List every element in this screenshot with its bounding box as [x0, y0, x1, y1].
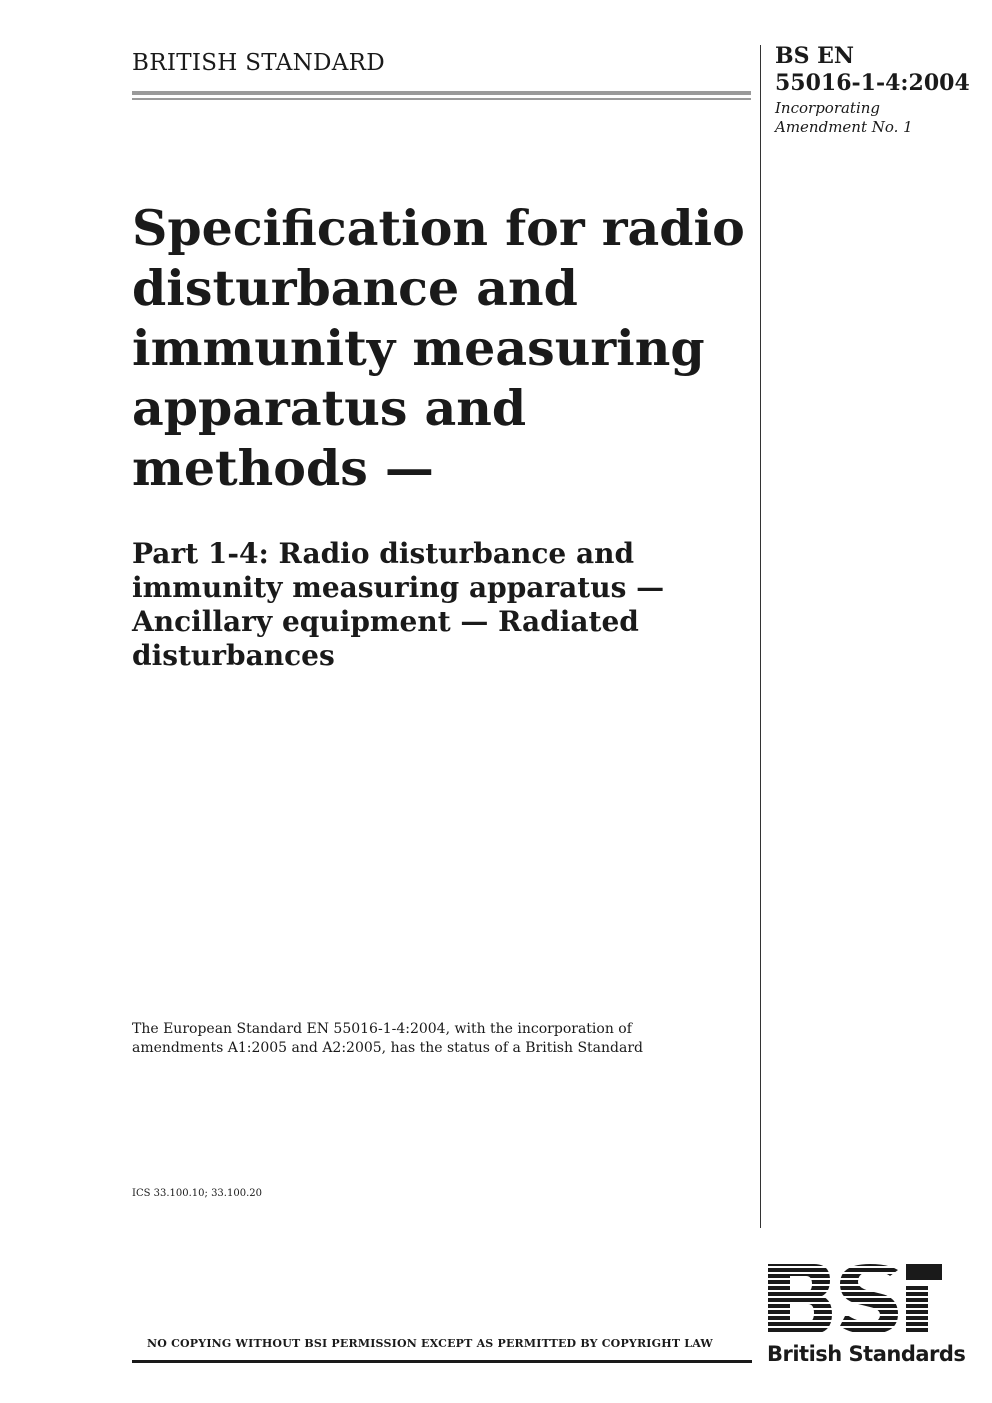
column-divider: [760, 45, 761, 1228]
title-line: Specification for radio: [132, 199, 745, 257]
ics-code: ICS 33.100.10; 33.100.20: [132, 1188, 262, 1199]
subtitle-line: Ancillary equipment — Radiated: [132, 605, 639, 638]
footer-rule: [132, 1360, 752, 1363]
subtitle-line: Part 1-4: Radio disturbance and: [132, 537, 635, 570]
bsi-brand-text: British Standards: [767, 1342, 966, 1366]
title-line: disturbance and: [132, 259, 578, 317]
document-number: [775, 43, 970, 97]
title-line: apparatus and: [132, 379, 527, 437]
document-number-line-1: BS EN: [775, 43, 855, 69]
header-rule-thick: [132, 91, 751, 95]
title-line: immunity measuring: [132, 319, 705, 377]
amendment-note: [775, 99, 913, 137]
header-rule-thin: [132, 98, 751, 100]
status-line: amendments A1:2005 and A2:2005, has the status of a British Standard: [132, 1040, 643, 1056]
status-statement: [132, 1020, 643, 1058]
copyright-notice: NO COPYING WITHOUT BSI PERMISSION EXCEPT AS PERMITTED BY COPYRIGHT LAW: [147, 1337, 713, 1350]
amendment-note-line-2: Amendment No. 1: [775, 118, 913, 136]
standard-type-label: BRITISH STANDARD: [132, 50, 386, 76]
document-number-line-2: 55016-1-4:2004: [775, 70, 970, 96]
document-title: [132, 198, 745, 498]
subtitle-line: disturbances: [132, 639, 335, 672]
document-subtitle: [132, 537, 742, 673]
subtitle-line: immunity measuring apparatus —: [132, 571, 665, 604]
amendment-note-line-1: Incorporating: [775, 99, 881, 117]
title-line: methods —: [132, 439, 434, 497]
status-line: The European Standard EN 55016-1-4:2004, with the incorporation of: [132, 1021, 632, 1037]
bsi-wordmark-icon: [766, 1262, 946, 1342]
